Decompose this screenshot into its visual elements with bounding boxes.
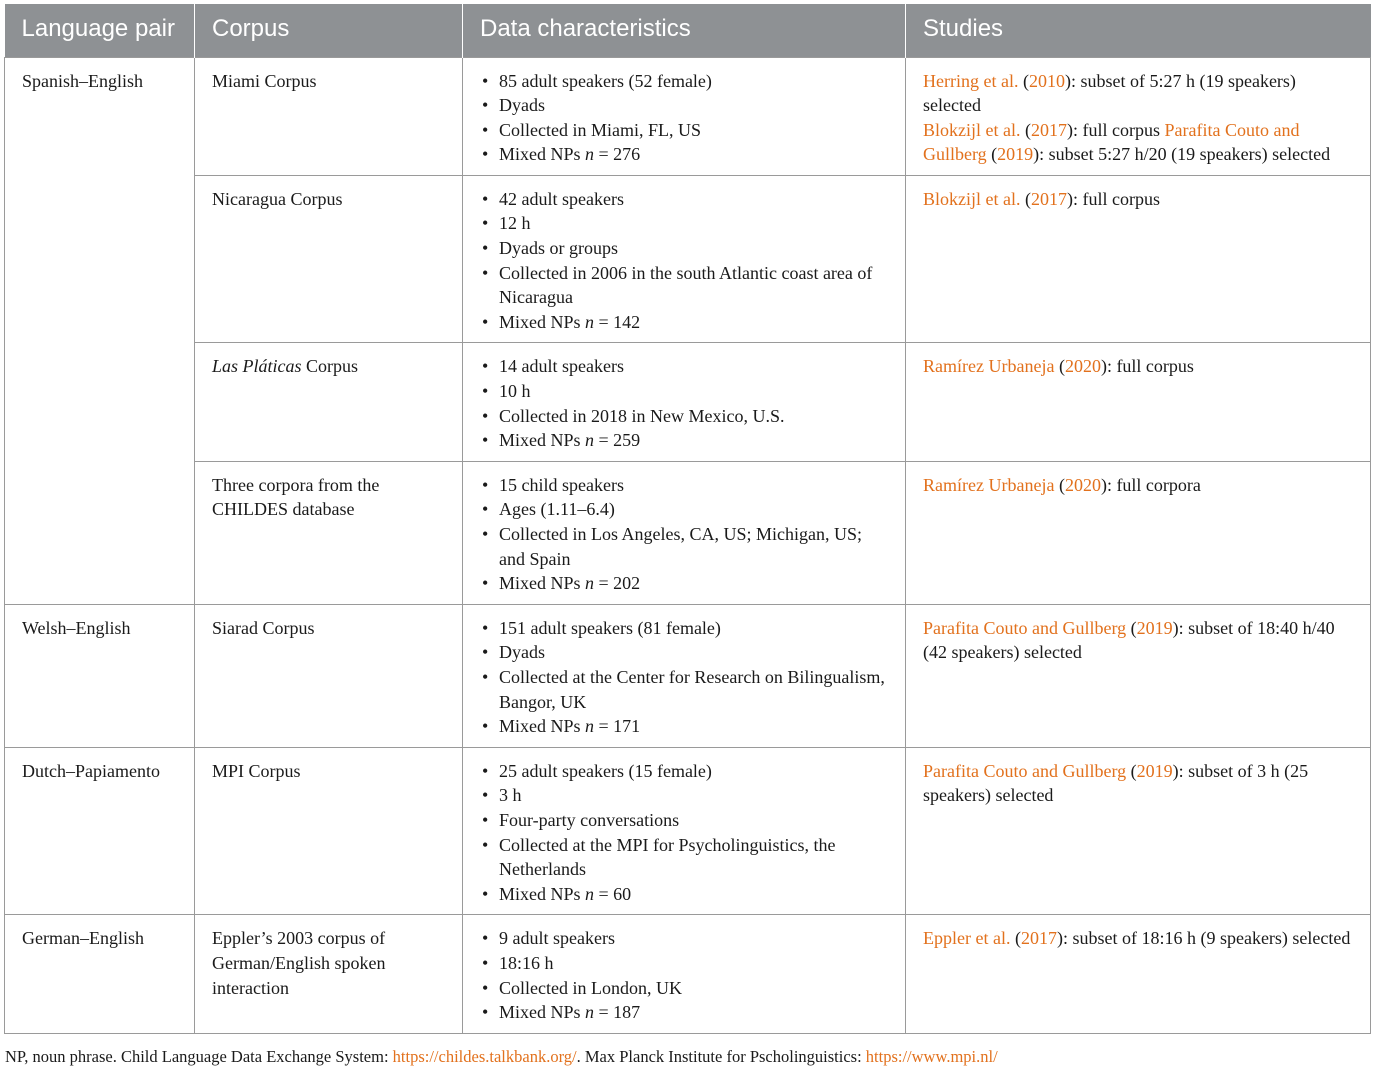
corpus-cell xyxy=(195,343,463,461)
citation-text: : subset of 18:40 h/40 (42 speakers) selected xyxy=(923,617,1335,663)
table-row xyxy=(5,604,1371,747)
citation-author-link[interactable]: Ramírez Urbaneja xyxy=(923,474,1055,495)
characteristic-item: • Mixed NPs n = 202 xyxy=(480,571,891,596)
characteristic-item: • Dyads xyxy=(480,93,891,118)
studies-cell: Parafita Couto and Gullberg (2019): subset of 18:40 h/40 (42 speakers) selected xyxy=(906,604,1371,747)
characteristic-item: • Collected at the MPI for Psycholinguistics, the Netherlands xyxy=(480,833,891,882)
studies-cell: Blokzijl et al. (2017): full corpus xyxy=(906,175,1371,343)
language-pair-cell: Welsh–English xyxy=(5,604,195,747)
citation-author-link[interactable]: Eppler et al. xyxy=(923,928,1011,949)
citation-year-link[interactable]: 2020 xyxy=(1064,474,1101,495)
footnote-text: . Max Planck Institute for Pscholinguistics: xyxy=(576,1047,866,1066)
citation-author-link[interactable]: Herring et al. xyxy=(923,70,1019,91)
characteristic-item: • Mixed NPs n = 259 xyxy=(480,428,891,453)
studies-cell: Eppler et al. (2017): subset of 18:16 h (9 speakers) selected xyxy=(906,915,1371,1033)
language-pair-cell: Spanish–English xyxy=(5,57,195,604)
characteristic-item: • 18:16 h xyxy=(480,951,891,976)
characteristics-cell xyxy=(463,747,906,915)
studies-cell: Parafita Couto and Gullberg (2019): subset of 3 h (25 speakers) selected xyxy=(906,747,1371,915)
characteristic-item: • 42 adult speakers xyxy=(480,187,891,212)
characteristic-item: • 10 h xyxy=(480,379,891,404)
n-symbol: n xyxy=(585,430,595,451)
characteristic-item: • Mixed NPs n = 276 xyxy=(480,142,891,167)
citation-text: : subset of 18:16 h (9 speakers) selected xyxy=(1062,928,1351,949)
citation-year-link[interactable]: 2019 xyxy=(1136,760,1173,781)
table-row xyxy=(5,915,1371,1033)
characteristics-list xyxy=(480,926,891,1024)
characteristics-cell xyxy=(463,343,906,461)
citation-text: : subset of 3 h (25 speakers) selected xyxy=(923,760,1309,806)
characteristic-item: • Mixed NPs n = 60 xyxy=(480,882,891,907)
corpus-name: Corpus xyxy=(301,356,359,377)
characteristics-list xyxy=(480,354,891,452)
citation-text: : full corpus xyxy=(1072,188,1160,209)
n-symbol: n xyxy=(585,883,595,904)
characteristic-item: • Collected in 2018 in New Mexico, U.S. xyxy=(480,404,891,429)
citation-year-link[interactable]: 2019 xyxy=(997,144,1034,165)
corpora-table xyxy=(4,4,1371,1034)
table-header-row xyxy=(5,4,1371,57)
corpus-cell: Three corpora from the CHILDES database xyxy=(195,461,463,604)
characteristics-list xyxy=(480,616,891,739)
corpus-cell: Eppler’s 2003 corpus of German/English spoken interaction xyxy=(195,915,463,1033)
header-studies: Studies xyxy=(906,4,1371,57)
characteristics-list xyxy=(480,187,891,335)
citation-year-link[interactable]: 2017 xyxy=(1030,119,1067,140)
table-row xyxy=(5,747,1371,915)
n-symbol: n xyxy=(585,573,595,594)
characteristic-item: • 9 adult speakers xyxy=(480,926,891,951)
header-data-characteristics: Data characteristics xyxy=(463,4,906,57)
characteristic-item: • 14 adult speakers xyxy=(480,354,891,379)
characteristic-item: • Collected in Los Angeles, CA, US; Michigan, US; and Spain xyxy=(480,522,891,571)
characteristic-item: • Four-party conversations xyxy=(480,808,891,833)
characteristic-item: • Collected in Miami, FL, US xyxy=(480,118,891,143)
characteristic-item: • 25 adult speakers (15 female) xyxy=(480,759,891,784)
characteristics-list xyxy=(480,473,891,596)
citation-author-link[interactable]: Blokzijl et al. xyxy=(923,188,1021,209)
citation-year-link[interactable]: 2010 xyxy=(1028,70,1065,91)
characteristic-item: • Collected at the Center for Research on Bilingualism, Bangor, UK xyxy=(480,665,891,714)
citation-year-link[interactable]: 2019 xyxy=(1136,617,1173,638)
citation-author-link[interactable]: Ramírez Urbaneja xyxy=(923,356,1055,377)
citation-text: : full corpora xyxy=(1106,474,1201,495)
citation-author-link[interactable]: Parafita Couto and Gullberg xyxy=(923,617,1127,638)
citation-year-link[interactable]: 2017 xyxy=(1030,188,1067,209)
corpus-cell: Nicaragua Corpus xyxy=(195,175,463,343)
language-pair-cell: Dutch–Papiamento xyxy=(5,747,195,915)
header-corpus: Corpus xyxy=(195,4,463,57)
characteristic-item: • Collected in 2006 in the south Atlantic coast area of Nicaragua xyxy=(480,261,891,310)
n-symbol: n xyxy=(585,716,595,737)
table-row xyxy=(5,343,1371,461)
childes-link[interactable]: https://childes.talkbank.org/ xyxy=(392,1047,577,1066)
characteristics-cell xyxy=(463,461,906,604)
table-footnote xyxy=(5,1046,998,1068)
characteristic-item: • Mixed NPs n = 142 xyxy=(480,310,891,335)
footnote-text: NP, noun phrase. Child Language Data Exchange System: xyxy=(5,1047,393,1066)
characteristics-cell xyxy=(463,175,906,343)
characteristic-item: • Collected in London, UK xyxy=(480,976,891,1001)
header-language-pair: Language pair xyxy=(5,4,195,57)
citation-text: : full corpus xyxy=(1106,356,1194,377)
characteristic-item: • Mixed NPs n = 171 xyxy=(480,714,891,739)
citation-year-link[interactable]: 2020 xyxy=(1064,356,1101,377)
mpi-link[interactable]: https://www.mpi.nl/ xyxy=(865,1047,998,1066)
citation-text: : subset 5:27 h/20 (19 speakers) selected xyxy=(1039,144,1331,165)
table-row xyxy=(5,175,1371,343)
studies-cell: Herring et al. (2010): subset of 5:27 h (19 speakers) selected Blokzijl et al. (2017): full corpus Parafita Couto and Gullberg (2019): subset 5:27 h/20 (19 speakers) selected xyxy=(906,57,1371,175)
citation-year-link[interactable]: 2017 xyxy=(1020,928,1057,949)
table-row xyxy=(5,461,1371,604)
characteristic-item: • 12 h xyxy=(480,211,891,236)
studies-cell: Ramírez Urbaneja (2020): full corpus xyxy=(906,343,1371,461)
corpus-cell: Siarad Corpus xyxy=(195,604,463,747)
citation-author-link[interactable]: Parafita Couto and Gullberg xyxy=(923,119,1300,165)
characteristic-item: • Ages (1.11–6.4) xyxy=(480,497,891,522)
characteristic-item: • Dyads xyxy=(480,640,891,665)
characteristic-item: • 3 h xyxy=(480,783,891,808)
language-pair-cell: German–English xyxy=(5,915,195,1033)
characteristics-cell xyxy=(463,604,906,747)
table-row xyxy=(5,57,1371,175)
corpus-name-italic: Las Pláticas xyxy=(212,356,302,377)
citation-text: : subset of 5:27 h (19 speakers) selected xyxy=(923,70,1296,116)
corpus-cell: Miami Corpus xyxy=(195,57,463,175)
n-symbol: n xyxy=(585,144,595,165)
characteristic-item: • Dyads or groups xyxy=(480,236,891,261)
characteristic-item: • 85 adult speakers (52 female) xyxy=(480,69,891,94)
citation-text: : full corpus xyxy=(1072,119,1165,140)
characteristics-cell xyxy=(463,915,906,1033)
characteristics-list xyxy=(480,69,891,167)
characteristics-list xyxy=(480,759,891,907)
citation-author-link[interactable]: Blokzijl et al. xyxy=(923,119,1021,140)
characteristic-item: • 15 child speakers xyxy=(480,473,891,498)
characteristic-item: • Mixed NPs n = 187 xyxy=(480,1000,891,1025)
citation-author-link[interactable]: Parafita Couto and Gullberg xyxy=(923,760,1127,781)
characteristic-item: • 151 adult speakers (81 female) xyxy=(480,616,891,641)
studies-cell: Ramírez Urbaneja (2020): full corpora xyxy=(906,461,1371,604)
corpus-cell: MPI Corpus xyxy=(195,747,463,915)
characteristics-cell xyxy=(463,57,906,175)
n-symbol: n xyxy=(585,1002,595,1023)
n-symbol: n xyxy=(585,311,595,332)
